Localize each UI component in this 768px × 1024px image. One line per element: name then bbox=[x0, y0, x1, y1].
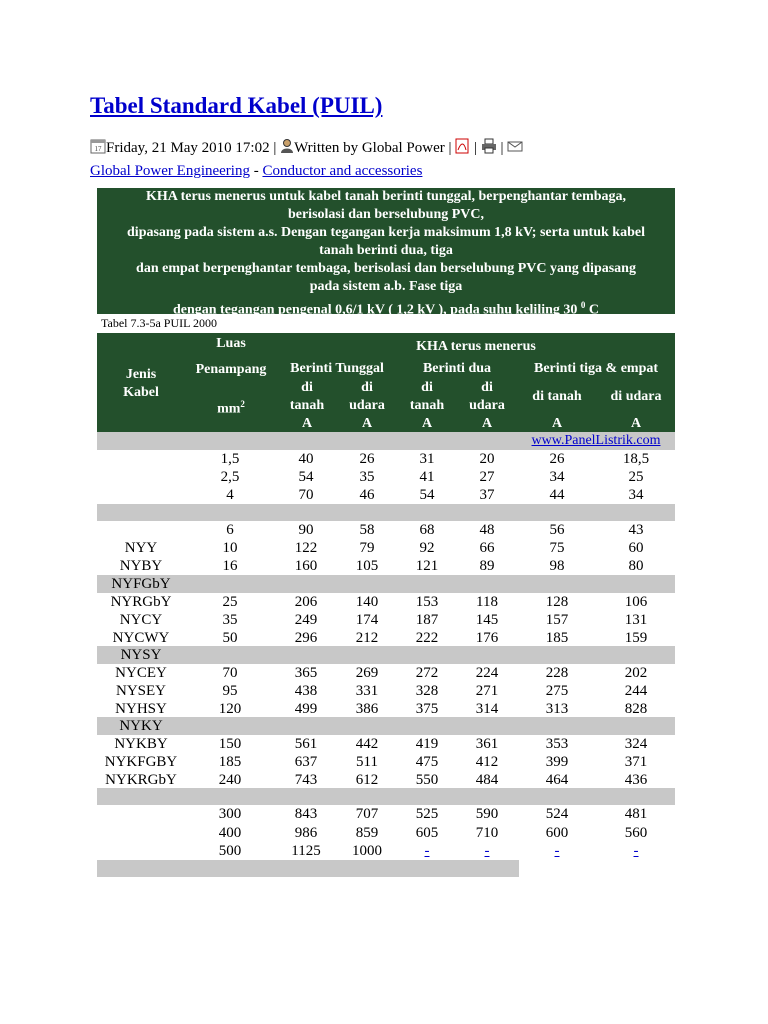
banner-line: pada sistem a.b. Fase tiga bbox=[309, 279, 463, 294]
header-di-udara: di udara bbox=[610, 389, 662, 404]
two-core-air-cell: 271 bbox=[475, 683, 499, 699]
header-di: di bbox=[301, 380, 313, 395]
multi-core-air-cell: 43 bbox=[628, 522, 644, 538]
cross-section-cell: 16 bbox=[222, 558, 238, 574]
multi-core-ground-cell: 157 bbox=[545, 612, 569, 628]
multi-core-air-cell[interactable]: - bbox=[633, 843, 639, 859]
multi-core-ground-cell: 128 bbox=[545, 594, 569, 610]
header-udara: udara bbox=[469, 398, 505, 413]
banner-line: dengan tegangan pengenal 0,6/1 kV ( 1,2 kV ), pada suhu keliling 30 $^0$ C bbox=[172, 300, 600, 318]
two-core-ground-cell: 41 bbox=[419, 469, 435, 485]
single-core-air-cell: 105 bbox=[355, 558, 379, 574]
multi-core-air-cell: 202 bbox=[624, 665, 648, 681]
single-core-ground-cell: 986 bbox=[294, 825, 318, 841]
two-core-air-cell[interactable]: - bbox=[484, 843, 490, 859]
header-berinti-dua: Berinti dua bbox=[422, 361, 492, 376]
multi-core-air-cell: 481 bbox=[624, 806, 648, 822]
single-core-air-cell: 140 bbox=[355, 594, 379, 610]
cross-section-cell: 2,5 bbox=[220, 469, 240, 485]
two-core-ground-cell: 54 bbox=[419, 487, 435, 503]
multi-core-air-cell: 18,5 bbox=[622, 451, 650, 467]
separator-row bbox=[97, 504, 675, 521]
article-author: Written by Global Power bbox=[294, 140, 445, 156]
two-core-air-cell: 314 bbox=[475, 701, 499, 717]
single-core-ground-cell: 499 bbox=[294, 701, 318, 717]
breadcrumb-category-link[interactable]: Conductor and accessories bbox=[262, 163, 423, 179]
multi-core-ground-cell: 313 bbox=[545, 701, 569, 717]
single-core-air-cell: 511 bbox=[356, 754, 378, 770]
cross-section-cell: 35 bbox=[222, 612, 238, 628]
header-berinti-tunggal: Berinti Tunggal bbox=[290, 361, 384, 376]
single-core-ground-cell: 249 bbox=[294, 612, 318, 628]
cable-type-label: NYBY bbox=[119, 558, 163, 574]
header-di-tanah: di tanah bbox=[532, 389, 582, 404]
multi-core-ground-cell: 524 bbox=[545, 806, 569, 822]
cross-section-cell: 95 bbox=[222, 683, 238, 699]
cross-section-cell: 25 bbox=[222, 594, 238, 610]
header-unit-a: A bbox=[551, 416, 563, 431]
multi-core-ground-cell: 56 bbox=[549, 522, 565, 538]
multi-core-air-cell: 324 bbox=[624, 736, 648, 752]
cable-type-label: NYRGbY bbox=[110, 594, 172, 610]
multi-core-air-cell: 34 bbox=[628, 487, 644, 503]
multi-core-ground-cell: 228 bbox=[545, 665, 569, 681]
two-core-ground-cell: 121 bbox=[415, 558, 439, 574]
two-core-air-cell: 66 bbox=[479, 540, 495, 556]
panellistrik-link[interactable]: www.PanelListrik.com bbox=[531, 433, 661, 448]
multi-core-ground-cell[interactable]: - bbox=[554, 843, 560, 859]
two-core-ground-cell: 550 bbox=[415, 772, 439, 788]
single-core-air-cell: 1000 bbox=[352, 843, 382, 859]
header-tanah: tanah bbox=[289, 398, 325, 413]
email-icon[interactable] bbox=[507, 138, 523, 160]
two-core-ground-cell: 222 bbox=[415, 630, 439, 646]
header-penampang: Penampang bbox=[195, 362, 267, 377]
two-core-air-cell: 484 bbox=[475, 772, 499, 788]
user-icon bbox=[280, 138, 294, 160]
single-core-ground-cell: 843 bbox=[294, 806, 318, 822]
cross-section-cell: 1,5 bbox=[220, 451, 240, 467]
cable-type-label: NYY bbox=[124, 540, 158, 556]
two-core-ground-cell: 153 bbox=[415, 594, 439, 610]
header-unit-a: A bbox=[301, 416, 313, 431]
single-core-air-cell: 46 bbox=[359, 487, 375, 503]
header-luas: Luas bbox=[216, 336, 246, 351]
banner-line: dan empat berpenghantar tembaga, berisolasi dan berselubung PVC yang dipasang bbox=[136, 261, 636, 276]
multi-core-air-cell: 106 bbox=[624, 594, 648, 610]
single-core-air-cell: 859 bbox=[355, 825, 379, 841]
two-core-ground-cell: 328 bbox=[415, 683, 439, 699]
header-kha: KHA terus menerus bbox=[416, 339, 536, 354]
calendar-icon bbox=[90, 138, 106, 160]
banner-line: tanah berinti dua, tiga bbox=[319, 243, 453, 258]
two-core-ground-cell: 272 bbox=[415, 665, 439, 681]
two-core-ground-cell: 187 bbox=[415, 612, 439, 628]
multi-core-ground-cell: 185 bbox=[545, 630, 569, 646]
single-core-ground-cell: 40 bbox=[298, 451, 314, 467]
banner-line: dipasang pada sistem a.s. Dengan tegangan kerja maksimum 1,8 kV; serta untuk kabel bbox=[127, 225, 645, 240]
table-caption: Tabel 7.3-5a PUIL 2000 bbox=[101, 316, 218, 330]
two-core-air-cell: 48 bbox=[479, 522, 495, 538]
two-core-ground-cell: 605 bbox=[415, 825, 439, 841]
single-core-air-cell: 269 bbox=[355, 665, 379, 681]
multi-core-air-cell: 244 bbox=[624, 683, 648, 699]
cross-section-cell: 300 bbox=[218, 806, 242, 822]
header-di: di bbox=[421, 380, 433, 395]
breadcrumb-section-link[interactable]: Global Power Engineering bbox=[90, 163, 250, 179]
single-core-ground-cell: 160 bbox=[294, 558, 318, 574]
cable-type-label: NYSEY bbox=[115, 683, 166, 699]
single-core-air-cell: 58 bbox=[359, 522, 375, 538]
single-core-ground-cell: 70 bbox=[298, 487, 314, 503]
header-di: di bbox=[361, 380, 373, 395]
header-unit-a: A bbox=[421, 416, 433, 431]
single-core-air-cell: 174 bbox=[355, 612, 379, 628]
banner-line: berisolasi dan berselubung PVC, bbox=[287, 207, 485, 222]
cross-section-cell: 500 bbox=[218, 843, 242, 859]
multi-core-ground-cell: 26 bbox=[549, 451, 565, 467]
breadcrumb: Global Power Engineering - Conductor and accessories bbox=[90, 163, 423, 179]
separator-row bbox=[97, 860, 519, 877]
multi-core-air-cell: 371 bbox=[624, 754, 648, 770]
header-jenis: Jenis bbox=[125, 367, 157, 382]
two-core-ground-cell: 375 bbox=[415, 701, 439, 717]
two-core-air-cell: 176 bbox=[475, 630, 499, 646]
header-unit-a: A bbox=[481, 416, 493, 431]
header-kabel: Kabel bbox=[123, 385, 159, 400]
single-core-air-cell: 442 bbox=[355, 736, 379, 752]
two-core-air-cell: 37 bbox=[479, 487, 495, 503]
cross-section-cell: 185 bbox=[218, 754, 242, 770]
single-core-ground-cell: 637 bbox=[294, 754, 318, 770]
multi-core-ground-cell: 34 bbox=[549, 469, 565, 485]
two-core-ground-cell: 31 bbox=[419, 451, 435, 467]
cable-type-label: NYCY bbox=[119, 612, 163, 628]
header-di: di bbox=[481, 380, 493, 395]
cross-section-cell: 10 bbox=[222, 540, 238, 556]
single-core-ground-cell: 90 bbox=[298, 522, 314, 538]
single-core-ground-cell: 561 bbox=[294, 736, 318, 752]
two-core-air-cell: 118 bbox=[476, 594, 498, 610]
multi-core-air-cell: 159 bbox=[624, 630, 648, 646]
cross-section-cell: 400 bbox=[218, 825, 242, 841]
cable-type-label: NYHSY bbox=[115, 701, 167, 717]
table-title-banner bbox=[97, 188, 675, 318]
multi-core-ground-cell: 98 bbox=[549, 558, 565, 574]
two-core-air-cell: 710 bbox=[475, 825, 499, 841]
cross-section-cell: 50 bbox=[222, 630, 238, 646]
multi-core-ground-cell: 464 bbox=[545, 772, 569, 788]
cable-type-label: NYCWY bbox=[112, 630, 170, 646]
cable-type-label: NYFGbY bbox=[111, 576, 171, 592]
multi-core-air-cell: 60 bbox=[628, 540, 644, 556]
single-core-air-cell: 26 bbox=[359, 451, 375, 467]
cross-section-cell: 120 bbox=[218, 701, 242, 717]
single-core-ground-cell: 54 bbox=[298, 469, 314, 485]
header-udara: udara bbox=[349, 398, 385, 413]
multi-core-ground-cell: 353 bbox=[545, 736, 569, 752]
cross-section-cell: 4 bbox=[226, 487, 234, 503]
multi-core-air-cell: 80 bbox=[628, 558, 644, 574]
header-unit-a: A bbox=[630, 416, 642, 431]
article-date: Friday, 21 May 2010 17:02 bbox=[106, 140, 270, 156]
single-core-ground-cell: 743 bbox=[294, 772, 318, 788]
multi-core-ground-cell: 275 bbox=[545, 683, 569, 699]
multi-core-air-cell: 560 bbox=[624, 825, 648, 841]
two-core-ground-cell: 475 bbox=[415, 754, 439, 770]
single-core-ground-cell: 122 bbox=[294, 540, 318, 556]
print-icon[interactable] bbox=[481, 138, 497, 160]
cross-section-cell: 150 bbox=[218, 736, 242, 752]
header-berinti-tiga-empat: Berinti tiga & empat bbox=[533, 361, 659, 376]
single-core-ground-cell: 438 bbox=[294, 683, 318, 699]
table-header bbox=[97, 333, 675, 432]
two-core-air-cell: 20 bbox=[479, 451, 495, 467]
two-core-air-cell: 412 bbox=[475, 754, 499, 770]
multi-core-ground-cell: 75 bbox=[549, 540, 565, 556]
pdf-icon[interactable] bbox=[455, 138, 470, 160]
two-core-air-cell: 27 bbox=[479, 469, 495, 485]
multi-core-air-cell: 25 bbox=[628, 469, 644, 485]
banner-line: KHA terus menerus untuk kabel tanah berinti tunggal, berpenghantar tembaga, bbox=[145, 189, 627, 204]
single-core-air-cell: 331 bbox=[355, 683, 379, 699]
cross-section-cell: 240 bbox=[218, 772, 242, 788]
two-core-ground-cell: 68 bbox=[419, 522, 435, 538]
cable-type-label: NYSY bbox=[120, 647, 162, 663]
header-unit-a: A bbox=[361, 416, 373, 431]
two-core-ground-cell: 419 bbox=[415, 736, 439, 752]
svg-text:17: 17 bbox=[94, 145, 102, 153]
multi-core-ground-cell: 399 bbox=[545, 754, 569, 770]
single-core-ground-cell: 365 bbox=[294, 665, 318, 681]
single-core-air-cell: 79 bbox=[359, 540, 375, 556]
two-core-air-cell: 361 bbox=[475, 736, 499, 752]
single-core-ground-cell: 206 bbox=[294, 594, 318, 610]
page-title[interactable]: Tabel Standard Kabel (PUIL) bbox=[90, 93, 383, 118]
cable-type-label: NYKRGbY bbox=[105, 772, 177, 788]
multi-core-ground-cell: 44 bbox=[549, 487, 565, 503]
multi-core-air-cell: 436 bbox=[624, 772, 648, 788]
two-core-ground-cell: 525 bbox=[415, 806, 439, 822]
single-core-ground-cell: 1125 bbox=[291, 843, 321, 859]
header-unit-mm2: $mm^2$ bbox=[217, 399, 245, 417]
cable-type-label: NYKY bbox=[119, 718, 163, 734]
multi-core-air-cell: 131 bbox=[624, 612, 648, 628]
separator-row bbox=[97, 788, 675, 805]
two-core-air-cell: 89 bbox=[479, 558, 495, 574]
single-core-air-cell: 212 bbox=[355, 630, 379, 646]
two-core-air-cell: 224 bbox=[475, 665, 499, 681]
two-core-air-cell: 145 bbox=[475, 612, 499, 628]
cross-section-cell: 6 bbox=[226, 522, 234, 538]
single-core-air-cell: 612 bbox=[355, 772, 379, 788]
article-meta: 17 Friday, 21 May 2010 17:02 | Written by Global Power | | | bbox=[90, 138, 523, 160]
single-core-air-cell: 707 bbox=[355, 806, 379, 822]
cross-section-cell: 70 bbox=[222, 665, 238, 681]
two-core-ground-cell[interactable]: - bbox=[424, 843, 430, 859]
cable-type-label: NYKFGBY bbox=[104, 754, 178, 770]
cable-type-label: NYKBY bbox=[114, 736, 168, 752]
two-core-ground-cell: 92 bbox=[419, 540, 435, 556]
header-tanah: tanah bbox=[409, 398, 445, 413]
two-core-air-cell: 590 bbox=[475, 806, 499, 822]
multi-core-air-cell: 828 bbox=[624, 701, 648, 717]
single-core-ground-cell: 296 bbox=[294, 630, 318, 646]
cable-type-label: NYCEY bbox=[115, 665, 167, 681]
multi-core-ground-cell: 600 bbox=[545, 825, 569, 841]
single-core-air-cell: 386 bbox=[355, 701, 379, 717]
single-core-air-cell: 35 bbox=[359, 469, 375, 485]
